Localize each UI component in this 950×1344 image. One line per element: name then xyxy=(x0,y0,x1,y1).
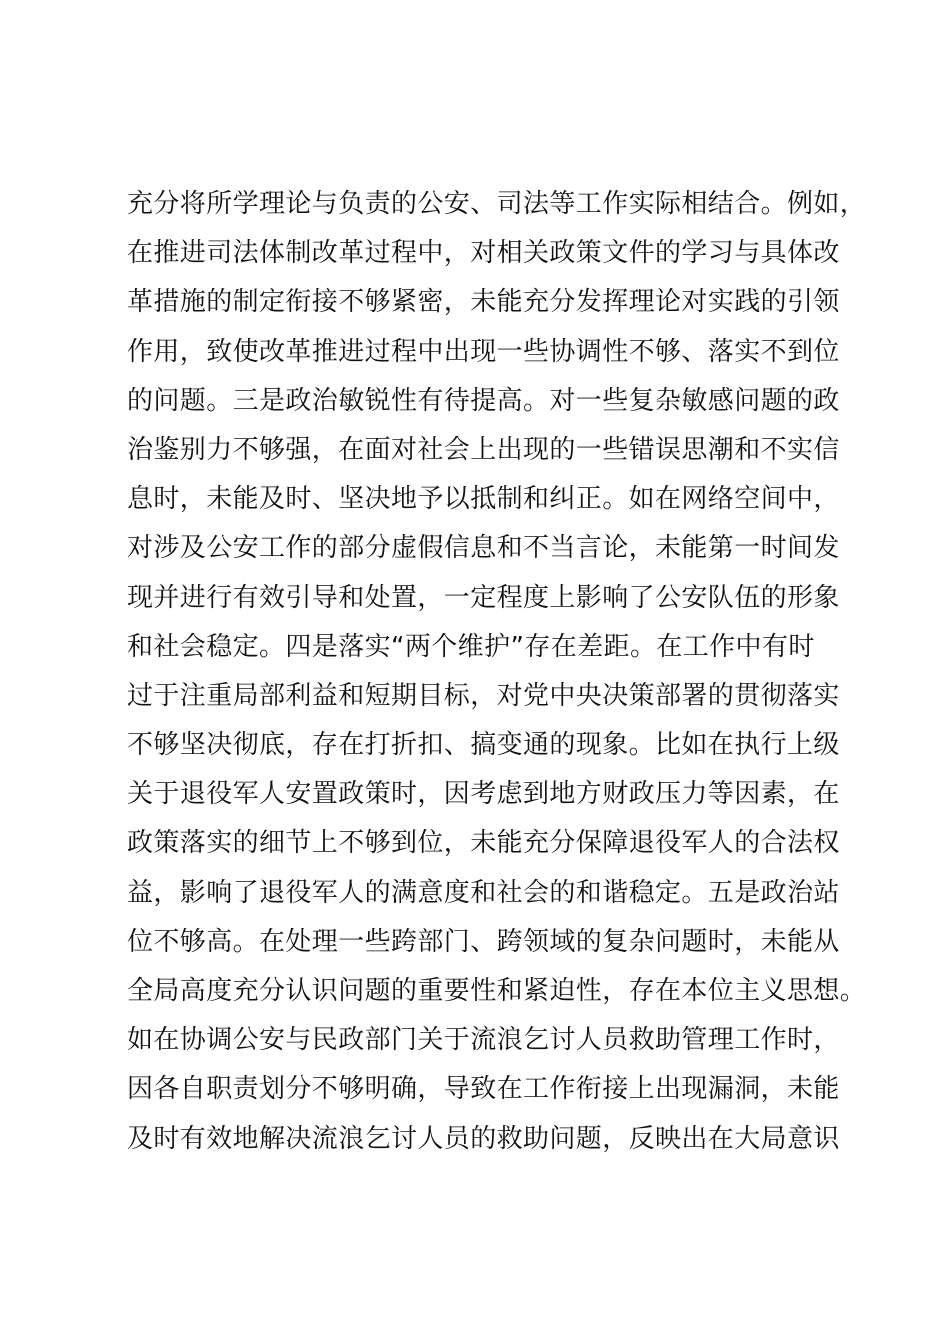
text-line: 关于退役军人安置政策时，因考虑到地方财政压力等因素，在 xyxy=(127,779,840,810)
text-line: 过于注重局部利益和短期目标，对党中央决策部署的贯彻落实 xyxy=(127,680,840,711)
text-line: 不够坚决彻底，存在打折扣、搞变通的现象。比如在执行上级 xyxy=(127,730,840,761)
text-line: 及时有效地解决流浪乞讨人员的救助问题，反映出在大局意识 xyxy=(127,1123,840,1154)
body-text xyxy=(127,180,867,1164)
text-line: 治鉴别力不够强，在面对社会上出现的一些错误思潮和不实信 xyxy=(127,434,840,465)
text-line: 益，影响了退役军人的满意度和社会的和谐稳定。五是政治站 xyxy=(127,877,840,908)
text-line: 因各自职责划分不够明确，导致在工作衔接上出现漏洞，未能 xyxy=(127,1074,840,1105)
text-line: 充分将所学理论与负责的公安、司法等工作实际相结合。例如， xyxy=(127,189,867,219)
text-line: 如在协调公安与民政部门关于流浪乞讨人员救助管理工作时， xyxy=(127,1025,840,1056)
text-line: 作用，致使改革推进过程中出现一些协调性不够、落实不到位 xyxy=(127,336,840,367)
text-line: 在推进司法体制改革过程中，对相关政策文件的学习与具体改 xyxy=(127,238,840,269)
text-line: 对涉及公安工作的部分虚假信息和不当言论，未能第一时间发 xyxy=(127,533,840,564)
text-line: 和社会稳定。四是落实“两个维护”存在差距。在工作中有时 xyxy=(127,631,815,662)
text-line: 现并进行有效引导和处置，一定程度上影响了公安队伍的形象 xyxy=(127,582,840,613)
text-line: 革措施的制定衔接不够紧密，未能充分发挥理论对实践的引领 xyxy=(127,287,840,318)
text-line: 位不够高。在处理一些跨部门、跨领域的复杂问题时，未能从 xyxy=(127,926,840,957)
text-line: 息时，未能及时、坚决地予以抵制和纠正。如在网络空间中， xyxy=(127,484,840,515)
text-line: 政策落实的细节上不够到位，未能充分保障退役军人的合法权 xyxy=(127,828,840,859)
text-line: 的问题。三是政治敏锐性有待提高。对一些复杂敏感问题的政 xyxy=(127,385,840,416)
text-line: 全局高度充分认识问题的重要性和紧迫性，存在本位主义思想。 xyxy=(127,976,867,1006)
